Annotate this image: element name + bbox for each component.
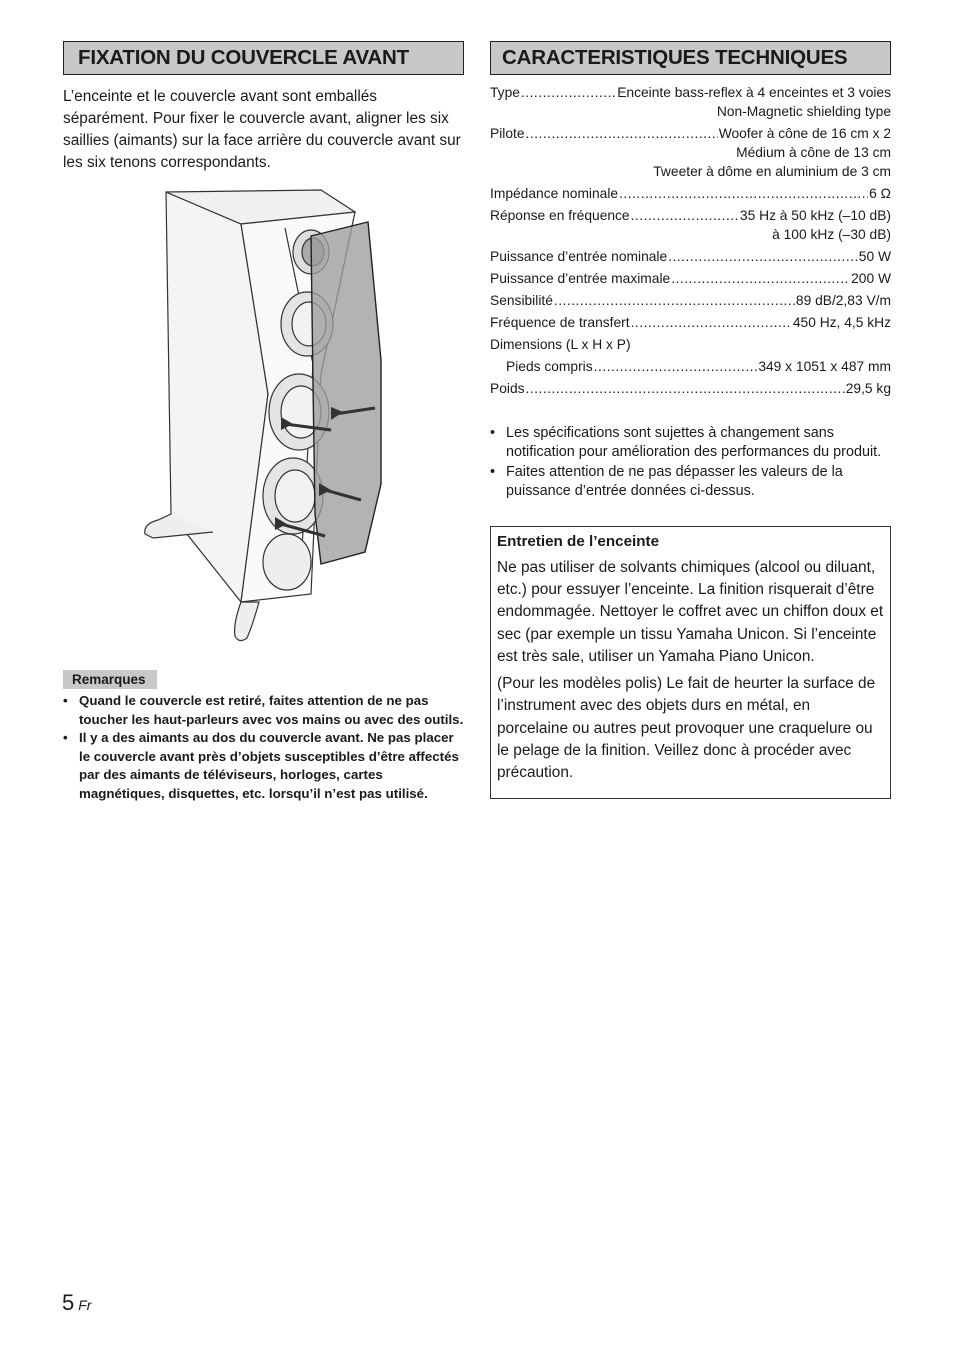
- spec-value-continued: Médium à cône de 13 cm: [736, 145, 891, 160]
- notes-label: Remarques: [63, 670, 157, 689]
- spec-label: Type: [490, 85, 520, 100]
- front-leg: [235, 602, 259, 641]
- spec-note-item: • Faites attention de ne pas dépasser les valeurs de la puissance d’entrée données ci-dessus.: [490, 463, 891, 502]
- left-column: [63, 41, 464, 804]
- notes-list: [63, 692, 464, 804]
- spec-value: 349 x 1051 x 487 mm: [758, 359, 891, 374]
- spec-note-item: • Les spécifications sont sujettes à changement sans notification pour amélioration des performances du produit.: [490, 424, 891, 463]
- spec-row-dimensions: [490, 335, 891, 354]
- intro-paragraph: L’enceinte et le couvercle avant sont emballés séparément. Pour fixer le couvercle avant, aligner les six saillies (aimants) sur la face arrière du couvercle avant sur les six tenons correspondants.: [63, 88, 461, 171]
- front-cover: [311, 222, 381, 564]
- dot-leader: [554, 291, 795, 310]
- spec-value: 35 Hz à 50 kHz (–10 dB): [739, 208, 891, 223]
- speaker-illustration: [63, 184, 464, 658]
- spec-label: Fréquence de transfert: [490, 315, 630, 330]
- spec-value-continued: à 100 kHz (–30 dB): [772, 227, 891, 242]
- dot-leader: [521, 83, 616, 102]
- spec-label: Sensibilité: [490, 293, 553, 308]
- spec-value: 200 W: [851, 271, 891, 286]
- spec-notes-list: [490, 424, 891, 502]
- spec-value-continued: Non-Magnetic shielding type: [716, 104, 891, 119]
- dot-leader: [526, 124, 718, 143]
- section-heading-fixation: FIXATION DU COUVERCLE AVANT: [63, 41, 464, 75]
- dot-leader: [631, 206, 739, 225]
- spec-label: Impédance nominale: [490, 186, 619, 201]
- port: [263, 534, 311, 590]
- spec-row-impedance: [490, 184, 891, 203]
- spec-row-puissance-maximale: [490, 269, 891, 288]
- spec-row-poids: [490, 379, 891, 398]
- note-item: • Quand le couvercle est retiré, faites attention de ne pas toucher les haut-parleurs avec vos mains ou avec des outils.: [63, 692, 464, 729]
- spec-row-puissance-nominale: [490, 247, 891, 266]
- spec-value: 6 Ω: [869, 186, 891, 201]
- spec-value: 89 dB/2,83 V/m: [795, 293, 891, 308]
- spec-label: Poids: [490, 381, 525, 396]
- spec-value: Enceinte bass-reflex à 4 enceintes et 3 voies: [617, 85, 891, 100]
- dot-leader: [668, 247, 858, 266]
- speaker-diagram: [63, 184, 464, 658]
- spec-row-pilote: [490, 124, 891, 143]
- maintenance-paragraph: Ne pas utiliser de solvants chimiques (alcool ou diluant, etc.) pour essuyer l’enceinte. La finition risquerait d’être endommagée. Nettoyer le coffret avec un chiffon doux et sec (par exemple un tissu Yamaha Unicon. Si l’enceinte est très sale, utiliser un Yamaha Piano Unicon.: [497, 558, 884, 665]
- dot-leader: [671, 269, 850, 288]
- right-column: [490, 41, 891, 799]
- section-heading-specs: CARACTERISTIQUES TECHNIQUES: [490, 41, 891, 75]
- spec-label: Puissance d’entrée maximale: [490, 271, 671, 286]
- specs-table: [490, 83, 891, 398]
- spec-value-continued: Tweeter à dôme en aluminium de 3 cm: [653, 164, 891, 179]
- spec-value: Woofer à cône de 16 cm x 2: [718, 126, 891, 141]
- spec-row-transfert: [490, 313, 891, 332]
- spec-row-sensibilite: [490, 291, 891, 310]
- page-number: [62, 1290, 91, 1318]
- note-item: • Il y a des aimants au dos du couvercle avant. Ne pas placer le couvercle avant près d’objets susceptibles d’être affectés par des aimants de téléviseurs, horloges, cartes magnétiques, disquettes, etc. lorsqu’il n’est pas utilisé.: [63, 729, 464, 803]
- spec-row-pieds: [490, 357, 891, 376]
- spec-label: Puissance d’entrée nominale: [490, 249, 668, 264]
- spec-label: Réponse en fréquence: [490, 208, 630, 223]
- page-number-value: 5: [62, 1290, 75, 1315]
- maintenance-title: Entretien de l’enceinte: [497, 532, 660, 550]
- dot-leader: [631, 313, 792, 332]
- spec-value: 450 Hz, 4,5 kHz: [792, 315, 891, 330]
- maintenance-paragraph: (Pour les modèles polis) Le fait de heurter la surface de l’instrument avec des objets durs en métal, en porcelaine ou autres peut provoquer une craquelure ou le pelage de la finition. Veillez donc à procéder avec précaution.: [497, 675, 876, 782]
- spec-row-type: [490, 83, 891, 102]
- dot-leader: [594, 357, 758, 376]
- dot-leader: [526, 379, 845, 398]
- dot-leader: [619, 184, 868, 203]
- spec-row-reponse: [490, 206, 891, 225]
- spec-label: Pilote: [490, 126, 525, 141]
- spec-value: 50 W: [858, 249, 891, 264]
- spec-label: Dimensions (L x H x P): [490, 337, 631, 352]
- maintenance-box: [490, 526, 891, 799]
- page-language: Fr: [78, 1297, 92, 1313]
- spec-label: Pieds compris: [506, 359, 593, 374]
- spec-value: 29,5 kg: [845, 381, 891, 396]
